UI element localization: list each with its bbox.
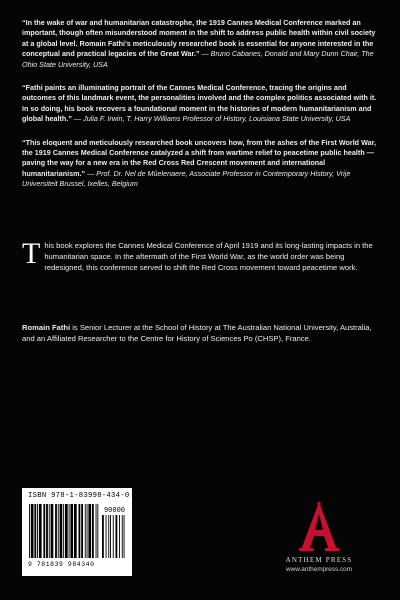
barcode-addon-bar	[108, 515, 109, 558]
barcode-addon-bar	[122, 515, 123, 558]
barcode-bar	[31, 504, 34, 558]
anthem-press-logo-icon	[297, 500, 341, 554]
barcode-bar	[88, 504, 91, 558]
barcode-bar	[37, 504, 38, 558]
barcode-bar	[79, 504, 81, 558]
barcode-bar	[87, 504, 88, 558]
endorsement-3	[22, 138, 378, 190]
barcode-addon-bar	[102, 515, 104, 558]
barcode-bar	[63, 504, 64, 558]
barcode-bar	[34, 504, 36, 558]
barcode-bar	[96, 504, 97, 558]
endorsement-attribution: — Julia F. Irwin, T. Harry Williams Professor of History, Louisiana State University, USA	[71, 114, 351, 124]
barcode-bar	[69, 504, 70, 558]
barcode-bar	[65, 504, 68, 558]
barcode-bar	[85, 504, 86, 558]
barcode-digits: 9 781839 984340	[28, 561, 95, 568]
book-description	[22, 237, 378, 273]
publisher-block	[264, 500, 374, 573]
barcode-bar	[46, 504, 48, 558]
barcode-bar	[74, 504, 77, 558]
author-name: Romain Fathi	[22, 323, 71, 332]
endorsement-quote: “This eloquent and meticulously researched book uncovers how, from the ashes of the First World War, the 1919 Cannes Medical Conference catalyzed a shift from wartime relief to peacetime public health — paving the way for a new era in the Red Cross Red Crescent movement and international humanitarianism.”	[22, 137, 376, 178]
barcode-bar	[60, 504, 63, 558]
barcode-addon-bar	[113, 515, 114, 558]
barcode-bar	[43, 504, 45, 558]
drop-cap: T	[22, 237, 41, 270]
price-code: 90000	[103, 507, 125, 515]
endorsement-attribution: — Prof. Dr. Nel de Mûelenaere, Associate Professor in Contemporary History, Vrije Universiteit Brussel, Ixelles, Belgium	[22, 168, 351, 189]
endorsement-attribution: — Bruno Cabanes, Donald and Mary Dunn Chair, The Ohio State University, USA	[22, 49, 374, 69]
publisher-name: ANTHEM PRESS	[285, 556, 353, 564]
barcode-bar	[70, 504, 73, 558]
author-bio	[22, 322, 378, 344]
barcode-graphic	[28, 502, 126, 560]
barcode-bar	[81, 504, 83, 558]
isbn-label: ISBN 978-1-83998-434-0	[28, 492, 130, 500]
endorsements	[22, 18, 378, 203]
barcode-bar	[49, 504, 50, 558]
barcode-bar	[55, 504, 57, 558]
barcode-addon-bar	[124, 515, 125, 558]
barcode-addon-bar	[110, 515, 111, 558]
endorsement-quote: “Fathi paints an illuminating portrait of the Cannes Medical Conference, tracing the origins and outcomes of this landmark event, the personalities involved and the complex politics associated with it. In so doing, his book recovers a foundational moment in the histories of modern humanitarianism and global health.”	[22, 83, 377, 124]
barcode-addon-bar	[119, 515, 120, 558]
publisher-url: www.anthempress.com	[285, 566, 353, 573]
barcode-bar	[92, 504, 94, 558]
barcode-addon-bar	[116, 515, 118, 558]
barcode-bar	[97, 504, 98, 558]
description-text: his book explores the Cannes Medical Conference of April 1919 and its long-lasting impacts in the humanitarian space. In the aftermath of the First World War, as the world order was being redesigned, this conference served to shift the Red Cross movement toward peacetime work.	[44, 241, 373, 272]
barcode-bar	[39, 504, 42, 558]
endorsement-quote: “In the wake of war and humanitarian catastrophe, the 1919 Cannes Medical Conference marked an important, though often misunderstood moment in the shift to address public health within civil society at a global level. Romain Fathi’s meticulously researched book is essential for anyone interested in the conceptual and practical legacies of the Great War.”	[22, 18, 376, 59]
barcode-bar	[51, 504, 54, 558]
isbn-barcode	[22, 488, 132, 576]
barcode-bar	[58, 504, 59, 558]
author-bio-text: is Senior Lecturer at the School of History at The Australian National University, Australia, and an Affiliated Researcher to the Centre for History of Sciences Po (CHSP), France.	[22, 323, 372, 343]
barcode-bar	[29, 504, 30, 558]
barcode-addon-bar	[106, 515, 107, 558]
endorsement-1	[22, 18, 378, 70]
endorsement-2	[22, 83, 378, 125]
